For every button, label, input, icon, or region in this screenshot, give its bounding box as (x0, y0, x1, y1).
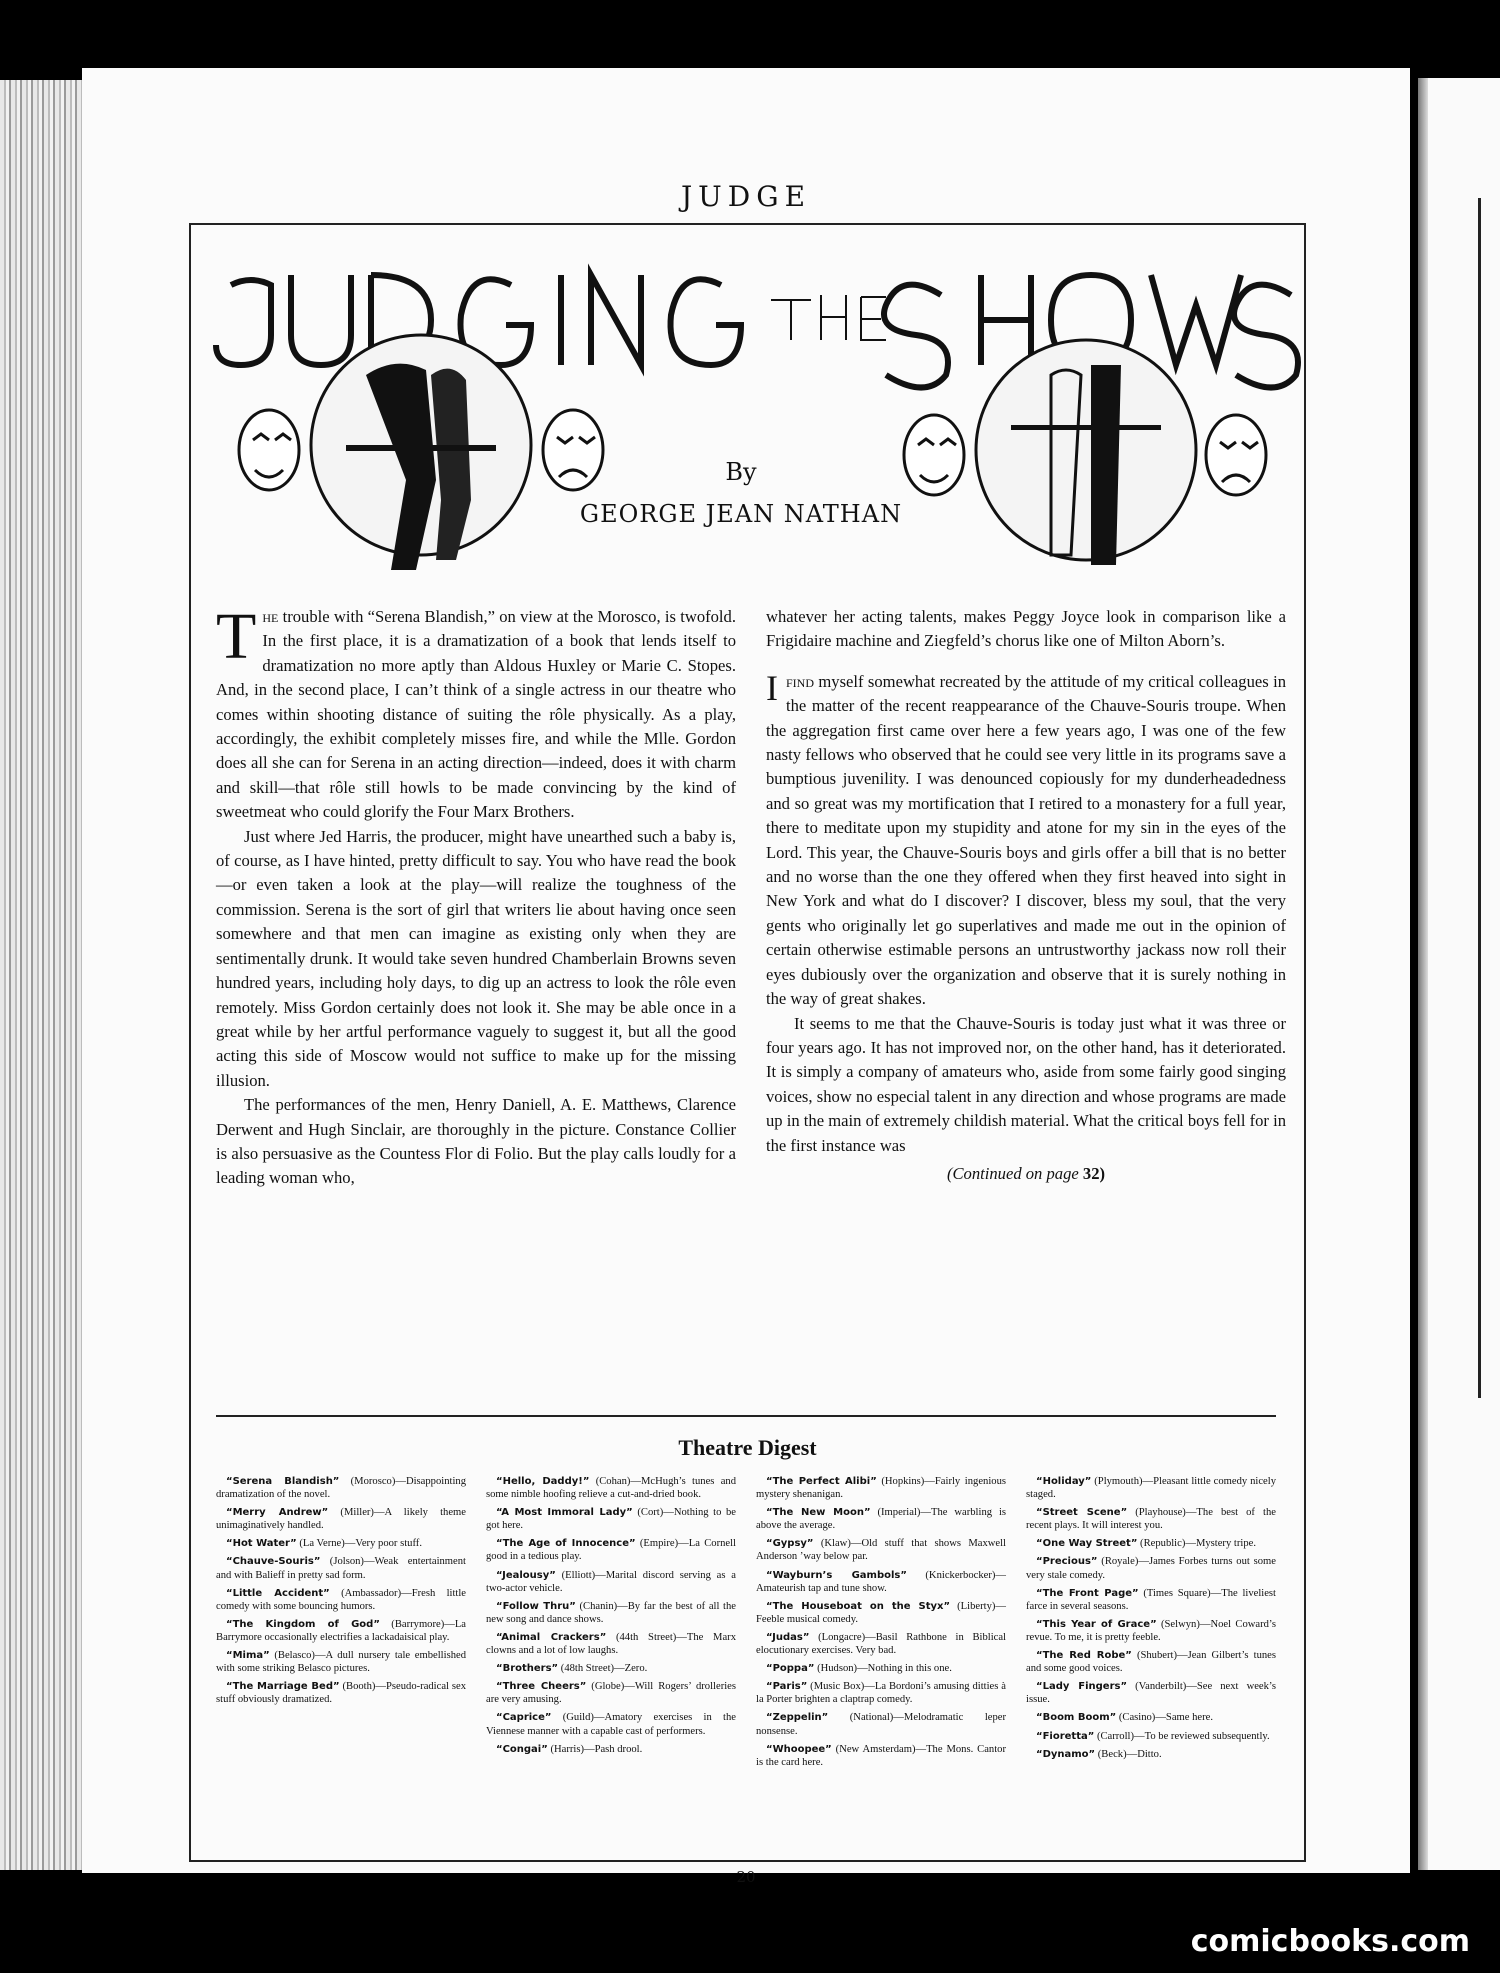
article-paragraph: The trouble with “Serena Blandish,” on view at the Morosco, is twofold. In the first place, it is a dramatization of a book that lends itself to dramatization no more aptly than Aldous Huxley or Marie C. Stopes. And, in the second place, I can’t think of a single actress in our theatre who comes within shooting distance of suiting the rôle physically. As a play, accordingly, the exhibit completely misses fire, and while the Mlle. Gordon does all she can for Serena in an acting direction—indeed, does it with charm and skill—that rôle still howls to be made convincing by the kind of sweetmeat who could glorify the Four Marx Brothers. (216, 600, 736, 822)
digest-entry: “Serena Blandish” (Morosco)—Disappointing dramatization of the novel. (216, 1476, 466, 1501)
article-column-right (766, 605, 1286, 1186)
digest-entry: “Animal Crackers” (44th Street)—The Marx clowns and a lot of low laughs. (486, 1631, 737, 1657)
digest-entry: “This Year of Grace” (Selwyn)—Noel Coward’s revue. To me, it is pretty feeble. (1026, 1618, 1277, 1643)
author-name: GEORGE JEAN NATHAN (579, 500, 903, 528)
right-medallion-illustration (904, 340, 1266, 565)
digest-entry: “Wayburn’s Gambols” (Knickerbocker)—Amateurish tap and tune show. (756, 1569, 1006, 1594)
digest-entry: “Mima” (Belasco)—A dull nursery tale embellished with some striking Belasco pictures. (216, 1650, 466, 1675)
continued-notice: (Continued on page 32) (946, 1163, 1106, 1183)
article-paragraph: Just where Jed Harris, the producer, might have unearthed such a baby is, of course, as I have hinted, pretty difficult to say. You who have read the book—or even taken a look at the play—will realize the toughness of the commission. Serena is the sort of girl that writers lie about having once seen somewhere and that men can imagine as existing only when they are sentimentally drunk. It would take seven hundred Chamberlain Browns seven hundred years, including holy days, to dig up an actress to look the rôle even remotely. Miss Gordon certainly does not look it. She may be able once in a great while by her artful performance vaguely to suggest it, but all the good acting this side of Moscow would not suffice to make up for the missing illusion. (216, 826, 736, 1090)
digest-entry: “Jealousy” (Elliott)—Marital discord serving as a two-actor vehicle. (486, 1569, 736, 1594)
digest-entry: “Zeppelin” (National)—Melodramatic leper nonsense. (756, 1712, 1006, 1737)
facing-page-edge (1418, 78, 1500, 1870)
digest-entry: “Lady Fingers” (Vanderbilt)—See next week’s issue. (1026, 1681, 1276, 1706)
digest-entry: “Congai” (Harris)—Pash drool. (496, 1743, 643, 1755)
digest-column (216, 1475, 466, 1774)
digest-entry: “Poppa” (Hudson)—Nothing in this one. (766, 1663, 952, 1675)
digest-column (756, 1475, 1006, 1774)
article-paragraph: The performances of the men, Henry Daniell, A. E. Matthews, Clarence Derwent and Hugh Sinclair, are thoroughly in the picture. Constance Collier is also persuasive as the Countess Flor di Folio. But the play calls loudly for a leading woman who, (216, 1095, 736, 1188)
digest-entry: “The Red Robe” (Shubert)—Jean Gilbert’s tunes and some good voices. (1026, 1650, 1277, 1675)
digest-entry: “Judas” (Longacre)—Basil Rathbone in Biblical elocutionary exercises. Very bad. (756, 1631, 1006, 1657)
digest-entry: “Whoopee” (New Amsterdam)—The Mons. Cantor is the card here. (756, 1743, 1006, 1768)
byline-label: By (725, 458, 757, 486)
watermark: comicbooks.com (1190, 1924, 1470, 1959)
digest-entry: “The Kingdom of God” (Barrymore)—La Barrymore occasionally electrifies a lackadaisical play. (216, 1618, 467, 1643)
left-medallion-illustration (239, 335, 603, 570)
article-paragraph: whatever her acting talents, makes Peggy Joyce look in comparison like a Frigidaire machine and Ziegfeld’s chorus like one of Milton Aborn’s. (766, 607, 1286, 651)
digest-entry: “Merry Andrew” (Miller)—A likely theme unimaginatively handled. (216, 1507, 466, 1532)
article-paragraph: Ifind myself somewhat recreated by the attitude of my critical colleagues in the matter of the recent reappearance of the Chauve-Souris troupe. When the aggregation first came over here a few years ago, I was one of the few nasty fellows who observed that he could see very little in its programs save a bumptious juvenility. I was denounced copiously for my dunderheadedness and so great was my mortification that I retired to a monastery for a full year, there to meditate upon my stupidity and atone for my sin in the eyes of the Lord. This year, the Chauve-Souris boys and girls offer a bill that is no better and no worse than the one they offered when they first heaved into sight in New York and what do I discover? I discover, bless my soul, that the very gents who originally let go superlatives and made me out in the opinion of certain otherwise estimable persons an untrustworthy jackass now roll their eyes dubiously over the organization and observe that it is surely nothing in the way of great shakes. (766, 667, 1286, 1009)
digest-entry: “Hello, Daddy!” (Cohan)—McHugh’s tunes and some nimble hoofing relieve a cut-and-dried book. (486, 1476, 737, 1501)
digest-entry: “The Houseboat on the Styx” (Liberty)—Feeble musical comedy. (756, 1600, 1006, 1625)
section-divider (216, 1415, 1276, 1417)
digest-entry: “Precious” (Royale)—James Forbes turns out some very stale comedy. (1026, 1556, 1276, 1581)
magazine-page (82, 68, 1410, 1886)
digest-entry: “Gypsy” (Klaw)—Old stuff that shows Maxwell Anderson ’way below par. (756, 1538, 1006, 1563)
digest-entry: “The New Moon” (Imperial)—The warbling is above the average. (756, 1507, 1007, 1532)
page-number: 20 (736, 1868, 756, 1886)
gutter-shadow (1418, 78, 1428, 1870)
article-column-left (216, 600, 736, 1191)
digest-entry: “The Perfect Alibi” (Hopkins)—Fairly ingenious mystery shenanigan. (756, 1476, 1006, 1501)
drop-cap: T (216, 600, 257, 673)
digest-entry: “Brothers” (48th Street)—Zero. (496, 1663, 648, 1675)
theatre-digest (216, 1475, 1276, 1774)
facing-page-artwork (1478, 198, 1481, 1398)
digest-entry: “The Front Page” (Times Square)—The liveliest farce in several seasons. (1026, 1587, 1276, 1612)
digest-entry: “Paris” (Music Box)—La Bordoni’s amusing ditties à la Porter brighten a claptrap comedy. (756, 1681, 1006, 1706)
digest-entry: “Dynamo” (Beck)—Ditto. (1036, 1748, 1162, 1760)
digest-entry: “Little Accident” (Ambassador)—Fresh little comedy with some bouncing humors. (216, 1587, 466, 1612)
digest-column (486, 1475, 736, 1774)
digest-entry: “The Age of Innocence” (Empire)—La Cornell good in a tedious play. (486, 1538, 736, 1563)
digest-entry: “A Most Immoral Lady” (Cort)—Nothing to be got here. (486, 1507, 736, 1532)
digest-entry: “Three Cheers” (Globe)—Will Rogers’ drolleries are very amusing. (486, 1681, 736, 1706)
title-banner-illustration (191, 225, 1304, 585)
digest-entry: “Follow Thru” (Chanin)—By far the best of all the new song and dance shows. (486, 1600, 736, 1625)
digest-entry: “Street Scene” (Playhouse)—The best of the recent plays. It will interest you. (1026, 1507, 1276, 1532)
drop-cap: I (766, 667, 778, 708)
digest-entry: “Holiday” (Plymouth)—Pleasant little comedy nicely staged. (1026, 1476, 1276, 1501)
left-page-edges (0, 80, 82, 1870)
digest-entry: “Boom Boom” (Casino)—Same here. (1036, 1712, 1213, 1724)
title-word-the (771, 295, 886, 340)
digest-entry: “One Way Street” (Republic)—Mystery tripe. (1036, 1538, 1256, 1550)
article-frame (189, 223, 1306, 1862)
digest-entry: “Chauve-Souris” (Jolson)—Weak entertainment and with Balieff in pretty sad form. (216, 1556, 466, 1581)
digest-entry: “Hot Water” (La Verne)—Very poor stuff. (226, 1538, 422, 1550)
digest-title: Theatre Digest (678, 1435, 817, 1460)
article-paragraph: It seems to me that the Chauve-Souris is today just what it was three or four years ago. It has not improved nor, on the other hand, has it deteriorated. It is simply a company of amateurs who, aside from some fairly good singing voices, show no especial talent in any direction and whose programs are made up in the main of extremely childish material. What the critical boys fell for in the first instance was (766, 1013, 1286, 1155)
digest-entry: “Caprice” (Guild)—Amatory exercises in the Viennese manner with a capable cast of performers. (486, 1712, 736, 1737)
digest-entry: “The Marriage Bed” (Booth)—Pseudo-radical sex stuff obviously dramatized. (216, 1681, 466, 1706)
digest-column (1026, 1475, 1276, 1774)
masthead: JUDGE (680, 180, 812, 213)
digest-entry: “Fioretta” (Carroll)—To be reviewed subsequently. (1036, 1730, 1270, 1742)
